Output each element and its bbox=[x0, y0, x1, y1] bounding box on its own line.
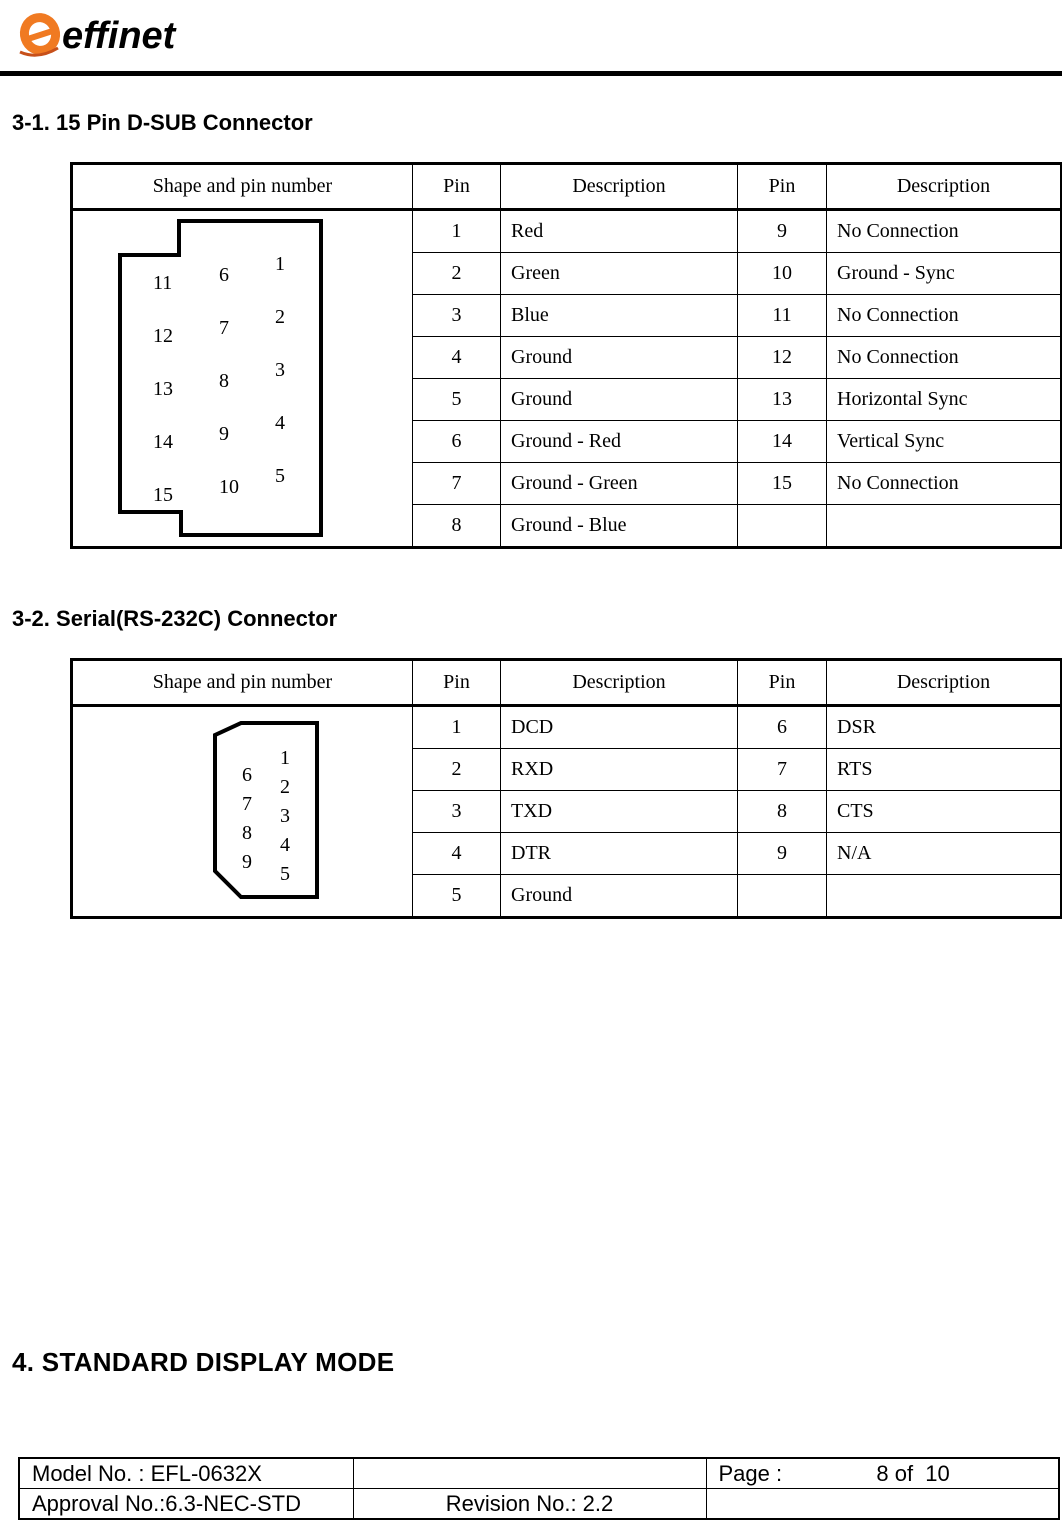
pin-description: No Connection bbox=[827, 463, 1062, 505]
pin-description bbox=[827, 875, 1062, 918]
pin-description: N/A bbox=[827, 833, 1062, 875]
page-value: 8 of 10 bbox=[876, 1460, 950, 1486]
pin-number: 11 bbox=[738, 295, 827, 337]
pin-number: 5 bbox=[413, 379, 501, 421]
pin-number: 8 bbox=[413, 505, 501, 548]
approval-number: Approval No.:6.3-NEC-STD bbox=[19, 1489, 353, 1520]
pin-label: 14 bbox=[153, 431, 173, 453]
page-label: Page : bbox=[718, 1460, 783, 1486]
pin-label: 13 bbox=[153, 378, 173, 400]
pin-number: 4 bbox=[413, 833, 501, 875]
pin-number: 13 bbox=[738, 379, 827, 421]
section-title-display-mode: 4. STANDARD DISPLAY MODE bbox=[12, 1347, 395, 1377]
pin-description: No Connection bbox=[827, 210, 1062, 253]
section-title-dsub: 3-1. 15 Pin D-SUB Connector bbox=[12, 110, 313, 135]
revision-number: Revision No.: 2.2 bbox=[353, 1489, 706, 1520]
pin-description: Ground bbox=[501, 379, 738, 421]
pin-label: 1 bbox=[280, 747, 290, 769]
pin-label: 5 bbox=[280, 863, 290, 885]
pin-number: 14 bbox=[738, 421, 827, 463]
pin-label: 1 bbox=[275, 253, 285, 275]
pin-label: 8 bbox=[219, 370, 229, 392]
pin-number: 1 bbox=[413, 210, 501, 253]
pin-description: RXD bbox=[501, 749, 738, 791]
pin-description: DCD bbox=[501, 706, 738, 749]
pin-number: 9 bbox=[738, 210, 827, 253]
pin-number: 7 bbox=[738, 749, 827, 791]
pin-description: No Connection bbox=[827, 337, 1062, 379]
pin-number: 12 bbox=[738, 337, 827, 379]
table-row bbox=[72, 706, 1062, 749]
pin-number: 10 bbox=[738, 253, 827, 295]
pin-description: Ground - Blue bbox=[501, 505, 738, 548]
column-header: Description bbox=[501, 164, 738, 210]
document-footer bbox=[18, 1457, 1060, 1520]
pin-number: 1 bbox=[413, 706, 501, 749]
pin-number: 8 bbox=[738, 791, 827, 833]
dsub-pin-table bbox=[70, 162, 1062, 549]
pin-label: 3 bbox=[280, 805, 290, 827]
pin-number: 5 bbox=[413, 875, 501, 918]
section-title-serial: 3-2. Serial(RS-232C) Connector bbox=[12, 606, 338, 631]
pin-number: 9 bbox=[738, 833, 827, 875]
pin-label: 9 bbox=[242, 851, 252, 873]
pin-number: 6 bbox=[413, 421, 501, 463]
pin-description: Horizontal Sync bbox=[827, 379, 1062, 421]
pin-description: Ground bbox=[501, 337, 738, 379]
pin-label: 9 bbox=[219, 423, 229, 445]
pin-number: 3 bbox=[413, 295, 501, 337]
footer-empty-cell bbox=[706, 1489, 1059, 1520]
pin-number: 2 bbox=[413, 253, 501, 295]
column-header: Description bbox=[827, 660, 1062, 706]
footer-empty-cell bbox=[353, 1458, 706, 1489]
pin-label: 3 bbox=[275, 359, 285, 381]
pin-description: CTS bbox=[827, 791, 1062, 833]
column-header: Shape and pin number bbox=[72, 164, 413, 210]
pin-description: No Connection bbox=[827, 295, 1062, 337]
column-header: Pin bbox=[738, 660, 827, 706]
pin-description bbox=[827, 505, 1062, 548]
serial-shape-cell bbox=[72, 706, 413, 918]
pin-label: 4 bbox=[280, 834, 290, 856]
pin-label: 5 bbox=[275, 465, 285, 487]
pin-label: 2 bbox=[275, 306, 285, 328]
pin-number: 2 bbox=[413, 749, 501, 791]
footer-row bbox=[19, 1458, 1059, 1489]
column-header: Shape and pin number bbox=[72, 660, 413, 706]
pin-description: DTR bbox=[501, 833, 738, 875]
pin-label: 12 bbox=[153, 325, 173, 347]
pin-label: 4 bbox=[275, 412, 285, 434]
pin-description: Ground - Red bbox=[501, 421, 738, 463]
pin-number: 4 bbox=[413, 337, 501, 379]
pin-description: Blue bbox=[501, 295, 738, 337]
column-header: Pin bbox=[413, 660, 501, 706]
column-header: Description bbox=[827, 164, 1062, 210]
pin-description: TXD bbox=[501, 791, 738, 833]
pin-number: 6 bbox=[738, 706, 827, 749]
pin-description: RTS bbox=[827, 749, 1062, 791]
column-header: Description bbox=[501, 660, 738, 706]
pin-description: Ground - Green bbox=[501, 463, 738, 505]
logo-wordmark: effinet bbox=[62, 15, 176, 57]
dsub-connector-diagram bbox=[117, 219, 329, 539]
footer-row bbox=[19, 1489, 1059, 1520]
pin-label: 7 bbox=[219, 317, 229, 339]
model-number: Model No. : EFL-0632X bbox=[19, 1458, 353, 1489]
header-rule bbox=[0, 71, 1062, 76]
column-header: Pin bbox=[413, 164, 501, 210]
page-indicator bbox=[706, 1458, 1059, 1489]
pin-number bbox=[738, 875, 827, 918]
pin-number: 7 bbox=[413, 463, 501, 505]
pin-label: 8 bbox=[242, 822, 252, 844]
pin-description: Green bbox=[501, 253, 738, 295]
effinet-logo bbox=[14, 4, 189, 62]
table-header-row bbox=[72, 660, 1062, 706]
pin-number: 15 bbox=[738, 463, 827, 505]
serial-connector-diagram bbox=[212, 721, 322, 901]
table-header-row bbox=[72, 164, 1062, 210]
pin-number: 3 bbox=[413, 791, 501, 833]
pin-label: 6 bbox=[219, 264, 229, 286]
pin-label: 11 bbox=[153, 272, 173, 294]
pin-label: 6 bbox=[242, 764, 252, 786]
dsub-shape-cell bbox=[72, 210, 413, 548]
pin-description: Red bbox=[501, 210, 738, 253]
pin-label: 7 bbox=[242, 793, 252, 815]
pin-description: Vertical Sync bbox=[827, 421, 1062, 463]
pin-number bbox=[738, 505, 827, 548]
pin-label: 2 bbox=[280, 776, 290, 798]
pin-label: 10 bbox=[219, 476, 239, 498]
table-row bbox=[72, 210, 1062, 253]
column-header: Pin bbox=[738, 164, 827, 210]
pin-description: Ground - Sync bbox=[827, 253, 1062, 295]
pin-description: Ground bbox=[501, 875, 738, 918]
serial-pin-table bbox=[70, 658, 1062, 919]
pin-description: DSR bbox=[827, 706, 1062, 749]
pin-label: 15 bbox=[153, 484, 173, 506]
